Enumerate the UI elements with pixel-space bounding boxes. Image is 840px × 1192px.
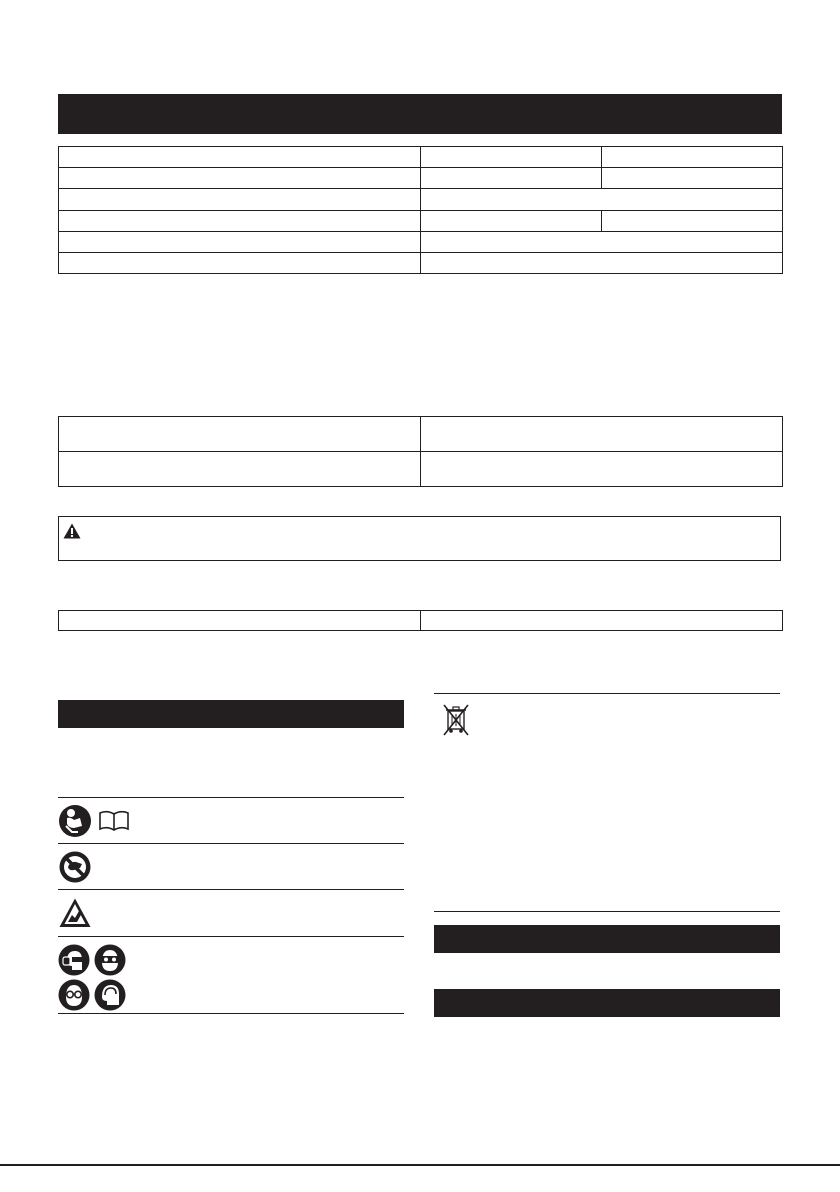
table-cell bbox=[421, 611, 783, 631]
spec-table bbox=[58, 146, 783, 274]
table-cell bbox=[602, 211, 783, 232]
noise-table bbox=[58, 416, 783, 487]
table-cell bbox=[421, 211, 602, 232]
symbol-row-cut-hazard bbox=[58, 890, 404, 936]
divider bbox=[58, 1013, 404, 1014]
vibration-table bbox=[58, 610, 783, 631]
table-row bbox=[59, 189, 783, 211]
table-cell bbox=[59, 168, 421, 189]
table-row bbox=[59, 611, 783, 631]
table-cell bbox=[59, 232, 421, 253]
helmet-icon bbox=[94, 979, 126, 1011]
ear-protection-icon bbox=[58, 944, 90, 976]
symbol-row-prohibition bbox=[58, 844, 404, 889]
goggles-icon bbox=[94, 944, 126, 976]
table-cell bbox=[421, 147, 602, 168]
page-bottom-rule bbox=[0, 1164, 840, 1166]
table-row bbox=[59, 168, 783, 189]
read-manual-person-icon bbox=[58, 804, 92, 838]
table-cell bbox=[59, 147, 421, 168]
table-cell bbox=[421, 417, 783, 452]
weee-section bbox=[434, 694, 780, 910]
table-cell bbox=[421, 253, 783, 274]
intended-use-heading-bar bbox=[434, 925, 780, 953]
table-row bbox=[59, 452, 783, 487]
safety-glasses-icon bbox=[58, 979, 90, 1011]
safety-warnings-heading-bar bbox=[434, 989, 780, 1017]
table-row bbox=[59, 232, 783, 253]
table-cell bbox=[59, 417, 421, 452]
table-cell bbox=[59, 253, 421, 274]
table-row bbox=[59, 417, 783, 452]
table-cell bbox=[59, 189, 421, 211]
warning-triangle-icon bbox=[63, 523, 81, 539]
table-cell bbox=[421, 452, 783, 487]
table-cell bbox=[602, 168, 783, 189]
symbol-row-read-manual bbox=[58, 798, 404, 843]
table-row bbox=[59, 253, 783, 274]
table-cell bbox=[421, 168, 602, 189]
crossed-bin-icon bbox=[442, 702, 470, 736]
symbols-heading-bar bbox=[58, 700, 404, 728]
table-cell bbox=[59, 211, 421, 232]
book-icon bbox=[98, 810, 130, 832]
specifications-heading-bar bbox=[58, 94, 782, 134]
no-hands-prohibition-icon bbox=[58, 850, 92, 884]
table-cell bbox=[59, 452, 421, 487]
table-row bbox=[59, 147, 783, 168]
table-row bbox=[59, 211, 783, 232]
symbol-row-ppe bbox=[58, 937, 404, 1013]
warning-box bbox=[58, 516, 781, 561]
cut-hazard-warning-icon bbox=[58, 897, 92, 929]
divider bbox=[434, 911, 780, 912]
table-cell bbox=[421, 189, 783, 211]
table-cell bbox=[602, 147, 783, 168]
table-cell bbox=[59, 611, 421, 631]
table-cell bbox=[421, 232, 783, 253]
